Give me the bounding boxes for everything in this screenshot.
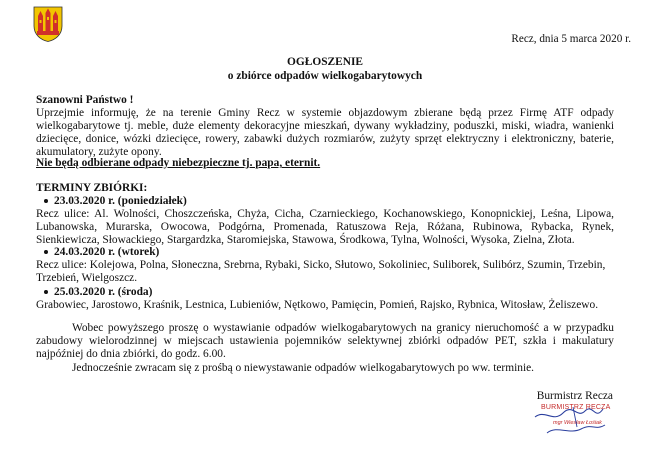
document-subtitle: o zbiórce odpadów wielkogabarytowych xyxy=(227,70,423,82)
stamp-name: mgr Wiesław Łośiak xyxy=(553,420,602,426)
greeting: Szanowni Państwo ! xyxy=(36,94,134,106)
term-date: 23.03.2020 r. (poniedziałek) xyxy=(54,195,187,207)
handwritten-signature-icon xyxy=(533,403,611,439)
closing-paragraph: Wobec powyższego proszę o wystawianie odpadów wielkogabarytowych na granicy nieruchomość a w przypadku zabudowy wielorodzinnej w miejscach ustawienia pojemników selektywnej zbiórki odpadów PET, szkła i makulatury najpóźniej do dnia zbiórki, do godz. 6.00. xyxy=(36,322,614,360)
term-streets: Grabowiec, Jarostowo, Kraśnik, Lestnica, Lubieniów, Nętkowo, Pamięcin, Pomień, Rajsko, Rybnica, Witosław, Żeliszewo. xyxy=(36,299,599,311)
terms-heading: TERMINY ZBIÓRKI: xyxy=(36,182,148,194)
bullet-icon xyxy=(44,290,48,294)
document-title: OGŁOSZENIE xyxy=(287,56,363,68)
official-stamp xyxy=(533,403,611,439)
coat-of-arms-icon xyxy=(33,6,63,42)
term-streets: Recz ulice: Al. Wolności, Choszczeńska, Chyża, Cicha, Czarnieckiego, Kochanowskiego, Konopnickiej, Leśna, Lipowa, Lubanowska, Murarska, Owocowa, Podgórna, Promenada, Ratuszowa Reja, Różana, Rubinowa, Rybacka, Rynek, Sienkiewicza, Słowackiego, Stargardzka, Staromiejska, Stawowa, Środkowa, Tylna, Wolności, Wysoka, Zielna, Złota. xyxy=(36,208,614,246)
term-date: 25.03.2020 r. (środa) xyxy=(54,286,153,298)
term-item-1 xyxy=(44,195,187,208)
date-line: Recz, dnia 5 marca 2020 r. xyxy=(511,33,631,45)
term-item-2 xyxy=(44,246,159,259)
bullet-icon xyxy=(44,199,48,203)
request-paragraph: Jednocześnie zwracam się z prośbą o niewystawanie odpadów wielkogabarytowych po ww. terminie. xyxy=(72,362,535,374)
bullet-icon xyxy=(44,250,48,254)
term-item-3 xyxy=(44,286,152,299)
stamp-title: BURMISTRZ RECZA xyxy=(541,404,611,411)
intro-paragraph: Uprzejmie informuję, że na terenie Gminy Recz w systemie objazdowym zbierane będą przez Firmę ATF odpady wielkogabarytowe tj. meble, duże elementy dekoracyjne mieszkań, dywany wykładziny, poduszki, miski, wiadra, wanienki dziecięce, donice, wózki dziecięce, rowery, zabawki dużych rozmiarów, zużyty sprzęt elektryczny i elektroniczny, baterie, akumulatory, zużyte opony. xyxy=(36,107,614,158)
warning-note: Nie będą odbierane odpady niebezpieczne tj. papa, eternit. xyxy=(36,157,321,169)
term-streets: Recz ulice: Kolejowa, Polna, Słoneczna, Srebrna, Rybaki, Sicko, Słutowo, Sokoliniec, Suliborek, Sulibórz, Szumin, Trzebin, Trzebień, Wielgoszcz. xyxy=(36,259,606,284)
term-date: 24.03.2020 r. (wtorek) xyxy=(54,246,160,258)
signature-title: Burmistrz Recza xyxy=(536,390,613,402)
